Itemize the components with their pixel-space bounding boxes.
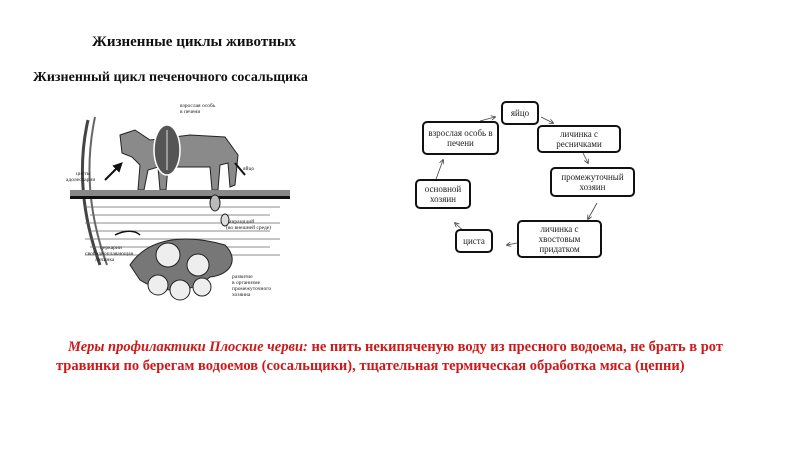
cycle-node-ciliated-larva: личинка с ресничками (537, 125, 621, 153)
cycle-node-main-host: основной хозяин (415, 179, 471, 209)
section-subtitle: Жизненный цикл печеночного сосальщика (33, 70, 308, 85)
label-miracidium: мирацидий (228, 219, 255, 225)
label-adult: взрослая особь (180, 103, 216, 109)
liver-fluke-illustration (40, 95, 300, 320)
svg-text:свободноплавающая: свободноплавающая (85, 251, 134, 257)
prevention-lead: Меры профилактики Плоские черви: (68, 339, 308, 355)
svg-text:хозяина: хозяина (232, 292, 251, 298)
page-title: Жизненные циклы животных (92, 34, 297, 50)
cycle-node-cyst: циста (455, 229, 493, 253)
label-cysts: цисты (76, 171, 91, 177)
svg-text:(во внешней среде): (во внешней среде) (226, 225, 272, 231)
label-development: развитие (232, 274, 253, 280)
label-cercaria: церкарии (100, 245, 122, 251)
svg-text:в печени: в печени (180, 109, 201, 115)
life-cycle-diagram (395, 95, 655, 275)
prevention-text: не пить некипяченую воду из пресного водоема, не брать в рот травинки по берегам водоемов (сосальщики), тщательная термическая обработка мяса (цепни) (56, 339, 723, 374)
label-egg: яйцо (243, 166, 255, 172)
svg-text:в организме: в организме (232, 280, 261, 286)
cycle-node-tailed-larva: личинка с хвостовым придатком (517, 220, 602, 258)
cycle-node-intermediate-host: промежуточный хозяин (550, 167, 635, 197)
cycle-node-adult-in-liver: взрослая особь в печени (422, 121, 499, 155)
svg-text:промежуточного: промежуточного (232, 286, 272, 292)
cycle-node-egg: яйцо (501, 101, 539, 125)
svg-text:адолескарии: адолескарии (66, 177, 96, 183)
prevention-note (56, 338, 776, 376)
svg-text:личинка: личинка (95, 257, 115, 263)
